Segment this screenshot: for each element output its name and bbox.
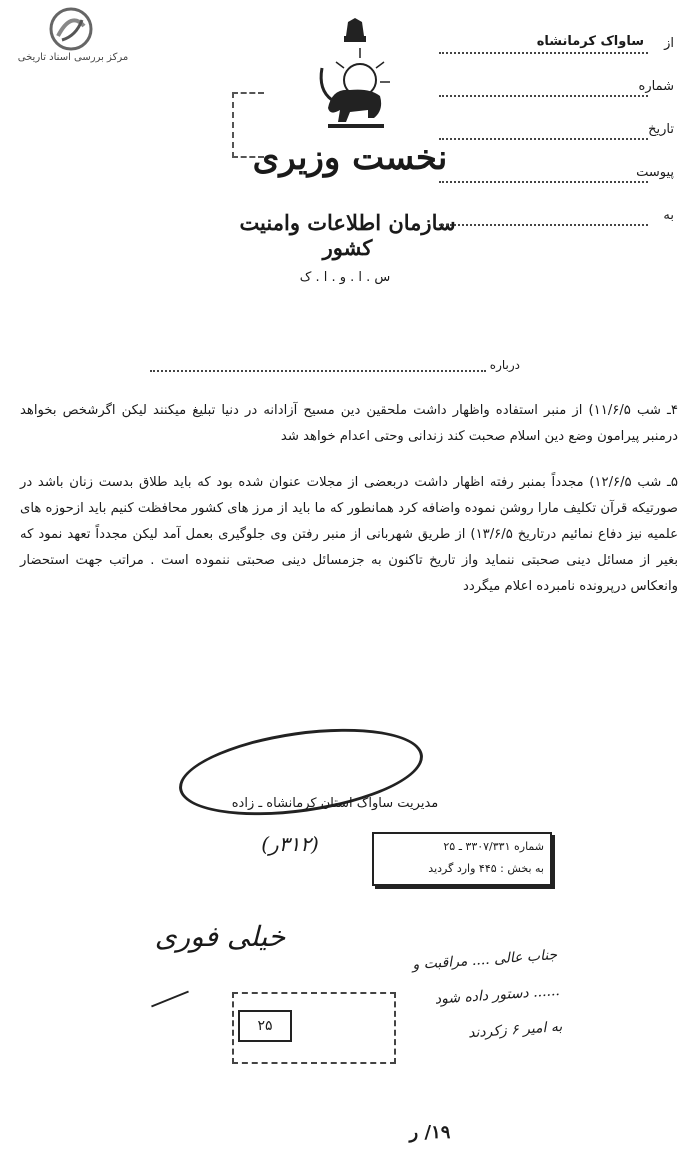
annotation-line: ...... دستور داده شود — [434, 982, 561, 1008]
field-label: به — [663, 208, 674, 223]
body-paragraph: ۴ـ شب ۱۱/۶/۵) از منبر استفاده واظهار داشت ملحقین دین مسیح آزادانه در دنیا تبلیغ میکنند لیکن اگرشخص بخواهد درمنبر پیرامون وضع دین اسلام صحبت کند زندانی وحتی اعدام خواهد شد — [20, 403, 678, 444]
archive-logo-icon — [48, 6, 94, 52]
handwritten-annotation — [297, 937, 564, 1063]
field-to — [439, 202, 674, 245]
header-fields — [439, 30, 674, 245]
pen-stroke — [151, 991, 189, 1008]
handwritten-mark: (۳۱۲ر) — [261, 832, 319, 856]
body-paragraph: ۵ـ شب ۱۲/۶/۵) مجدداً بمنبر رفته اظهار داشت دربعضی از مجلات عنوان شده بود که باید طلاق بدست زنان باشد در صورتیکه قرآن تکلیف مارا روشن نموده واضافه کرد همانطور که ما باید از مرز های کشور محافظت کنیم باید ازحوزه های علمیه نیز دفاع نمائیم درتاریخ ۱۳/۶/۵) از طریق شهربانی از منبر رفتن وی جلوگیری بعمل آمد لیکن مجدداً تعهد نمود که بغیر از مسائل دینی صحبتی ننماید واز تاریخ تاکنون به جزمسائل دینی صحبتی ننموده است . مراتب جهت استحضار وانعکاس درپرونده نامبرده اعلام میگردد — [20, 475, 678, 594]
field-date — [439, 116, 674, 159]
field-label: تاریخ — [648, 122, 674, 137]
organization-code: س . ا . و . ا . ک — [299, 270, 391, 285]
field-from — [439, 30, 674, 73]
stamp-number: ۲۵ — [238, 1010, 292, 1042]
field-label: از — [664, 36, 674, 51]
ministry-title: نخست وزیری — [252, 138, 448, 178]
redaction-oval — [174, 715, 429, 828]
letter-body — [20, 398, 678, 620]
annotation-line: به امیر ۶ زکردند — [467, 1018, 563, 1042]
signature-line: مدیریت ساواک استان کرمانشاه ـ زاده — [231, 796, 439, 811]
lion-and-sun-emblem-icon — [310, 18, 400, 138]
registry-line: شماره ۳۳۰۷/۳۳۱ ـ ۲۵ — [443, 840, 544, 853]
field-value: ساواک کرمانشاه — [536, 34, 644, 49]
subject-label: درباره — [489, 358, 520, 372]
page-number: ۱۹/ ر — [409, 1122, 451, 1143]
registry-stamp — [372, 832, 552, 886]
watermark-text: مرکز بررسی اسناد تاریخی — [17, 52, 129, 63]
field-label: پیوست — [636, 165, 674, 180]
field-number — [439, 73, 674, 116]
annotation-line: جناب عالی .... مراقبت و — [411, 947, 558, 974]
subject-field — [150, 358, 520, 378]
handwritten-urgent-note: خیلی فوری — [154, 920, 286, 953]
organization-title: سازمان اطلاعات وامنیت کشور — [239, 210, 456, 260]
watermark — [8, 6, 138, 70]
registry-line: به بخش : ۴۴۵ وارد گردید — [428, 862, 544, 875]
field-attachment — [439, 159, 674, 202]
field-label: شماره — [638, 79, 674, 94]
